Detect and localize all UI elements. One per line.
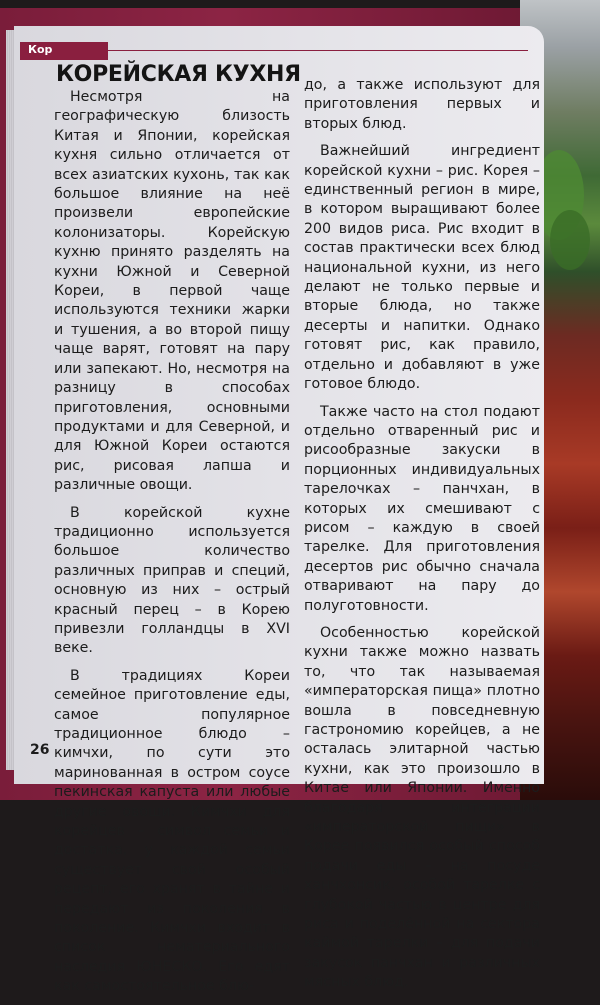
section-tab [20,42,108,60]
paragraph: Особенностью корейской кухни также можно назвать то, что так называемая «императорская пища» плотно вошла в повседневную гастрономию корейцев, а не осталась элитарной частью кухни, как это произошло в Китае или Японии. Именно благодаря интеграции «императорской пищи» в Корее появился особый способ подачи еды – на посуде ханчхонсик, особой тарелке с глубокой частью в центре для риса и поделённой на сектора каймой тарелки – для подачи закусок панчхан и различных мясных блюд. [304,624,540,991]
paragraph: В традициях Кореи семейное приготовление еды, самое популярное традиционное блюдо – кимчхи, по сути это маринованная в остром соусе пекинская капуста или любые другие овощи. Кимчхи для корейцев – символ семьи и достатка, у каждой семьи существует свой особый рецепт, его хранят в тайне и передают из поколения в поколение. Кимчхи входит в список нематериального наследия ЮНЕСКО. Его едят как самостоятельное блю- [54,667,290,995]
paragraph: Также часто на стол подают отдельно отваренный рис и рисообразные закуски в порционных индивидуальных тарелочках – панчхан, в которых их смешивают с рисом – каждую в своей тарелке. Для приготовления десертов рис обычно сначала отваривают на пару до полуготовности. [304,403,540,614]
paragraph: до, а также используют для приготовления первых и вторых блюд. [304,77,540,132]
left-column [54,88,290,1005]
page-number: 26 [30,742,50,758]
paragraph: Несмотря на географическую близость Китая и Японии, корейская кухня сильно отличается от всех азиатских кухонь, так как большое влияние на неё произвели европейские колонизаторы. Корейскую кухню принято разделять на кухни Южной и Северной Кореи, в первой чаще используются техники жарки и тушения, а во второй пищу чаще варят, готовят на пару или запекают. Но, несмотря на разницу в способах приготовления, основными продуктами и для Северной, и для Южной Кореи остаются рис, рисовая лапша и различные овощи. [54,89,290,494]
header-rule [108,50,528,51]
lettuce-leaf [550,210,590,270]
paragraph: В корейской кухне традиционно используется большое количество различных приправ и специй, основную из них – острый красный перец – в Корею привезли голландцы в XVI веке. [54,504,290,657]
page-title: КОРЕЙСКАЯ КУХНЯ [56,62,301,87]
paragraph: Важнейший ингредиент корейской кухни – рис. Корея – единственный регион в мире, в котором выращивают более 200 видов риса. Рис входит в состав практически всех блюд национальной кухни, из него делают не только первые и вторые блюда, но также десерты и напитки. Однако готовят рис, как правило, отдельно и добавляют в уже готовое блюдо. [304,143,540,393]
section-tab-label: Кор [28,43,53,56]
right-column [304,76,540,1001]
